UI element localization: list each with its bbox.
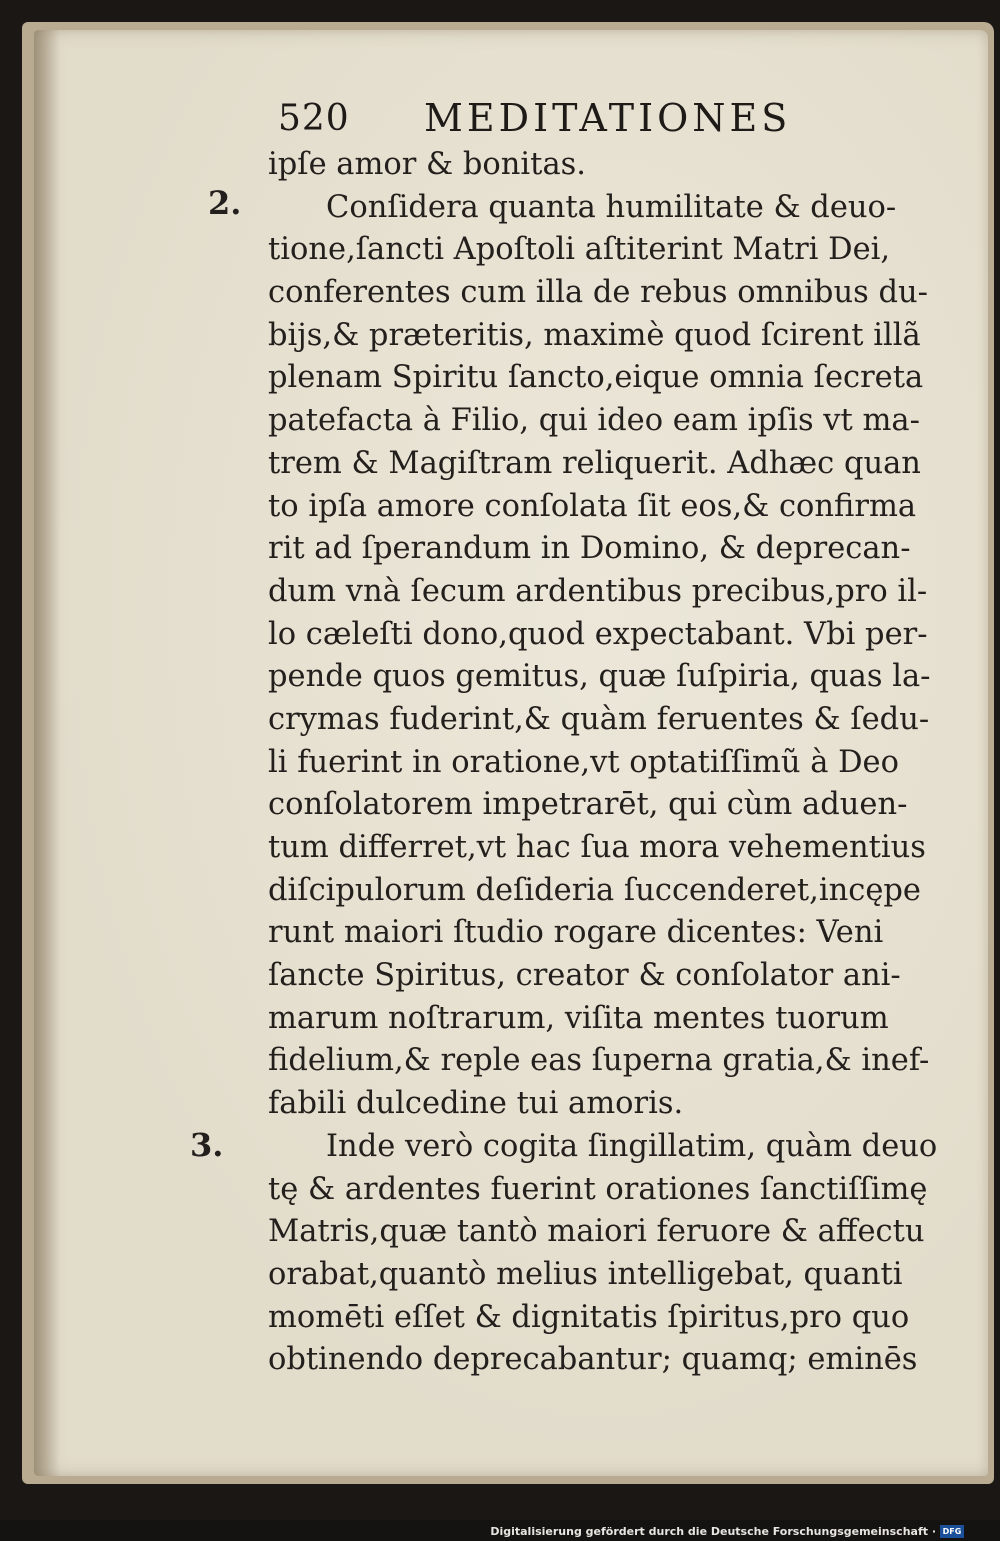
running-head xyxy=(278,96,838,144)
text-line: rit ad ſperandum in Domino, & deprecan- xyxy=(268,531,911,567)
body-text xyxy=(268,144,948,1382)
text-line: diſcipulorum deſideria ſuccenderet,incępe xyxy=(268,872,921,908)
text-line: bijs,& præteritis, maximè quod ſcirent illã xyxy=(268,317,921,353)
text-line: momēti eſſet & dignitatis ſpiritus,pro quo xyxy=(268,1299,910,1335)
dfg-logo: DFG xyxy=(940,1525,964,1538)
text-line: li fuerint in oratione,vt optatiſſimũ à Deo xyxy=(268,744,899,780)
text-line: patefacta à Filio, qui ideo eam ipſis vt ma- xyxy=(268,403,920,439)
text-line: obtinendo deprecabantur; quamq; eminēs xyxy=(268,1342,918,1378)
text-line: to ipſa amore conſolata ſit eos,& confirma xyxy=(268,488,917,524)
section-number-2: 2. xyxy=(208,184,242,222)
page-number: 520 xyxy=(278,98,350,139)
credit-text: Digitalisierung gefördert durch die Deutsche Forschungsgemeinschaft · xyxy=(490,1524,936,1538)
text-line: Inde verò cogita ſingillatim, quàm deuo xyxy=(326,1128,938,1164)
text-line: fidelium,& reple eas ſuperna gratia,& inef- xyxy=(268,1043,930,1079)
text-line: tione,ſancti Apoſtoli aſtiterint Matri Dei, xyxy=(268,232,891,268)
digitization-credit xyxy=(490,1523,964,1539)
text-line: fabili dulcedine tui amoris. xyxy=(268,1086,684,1122)
text-line: trem & Magiſtram reliquerit. Adhæc quan xyxy=(268,445,921,481)
text-line: conſolatorem impetrarēt, qui cùm aduen- xyxy=(268,787,908,823)
text-line: ipſe amor & bonitas. xyxy=(268,147,586,182)
text-line: lo cæleſti dono,quod expectabant. Vbi per- xyxy=(268,616,928,652)
text-line: Conſidera quanta humilitate & deuo- xyxy=(326,189,897,225)
section-number-3: 3. xyxy=(190,1126,224,1164)
text-line: runt maiori ſtudio rogare dicentes: Veni xyxy=(268,915,884,951)
text-line: orabat,quantò melius intelligebat, quanti xyxy=(268,1256,903,1292)
text-line: marum noſtrarum, viſita mentes tuorum xyxy=(268,1000,889,1036)
running-title: MEDITATIONES xyxy=(424,96,792,140)
text-line: crymas fuderint,& quàm feruentes & ſedu- xyxy=(268,701,930,737)
text-line: Matris,quæ tantò maiori feruore & affectu xyxy=(268,1214,925,1250)
text-line: pende quos gemitus, quæ ſuſpiria, quas la- xyxy=(268,659,931,695)
gutter-shadow xyxy=(34,30,60,1476)
text-line: tę & ardentes fuerint orationes ſanctiſſimę xyxy=(268,1171,928,1207)
text-line: dum vnà ſecum ardentibus precibus,pro il- xyxy=(268,573,928,609)
text-line: ſancte Spiritus, creator & conſolator ani- xyxy=(268,958,901,994)
text-line: conferentes cum illa de rebus omnibus du- xyxy=(268,275,928,311)
text-line: plenam Spiritu ſancto,eique omnia ſecreta xyxy=(268,360,924,396)
text-line: tum differret,vt hac ſua mora vehementius xyxy=(268,830,926,865)
